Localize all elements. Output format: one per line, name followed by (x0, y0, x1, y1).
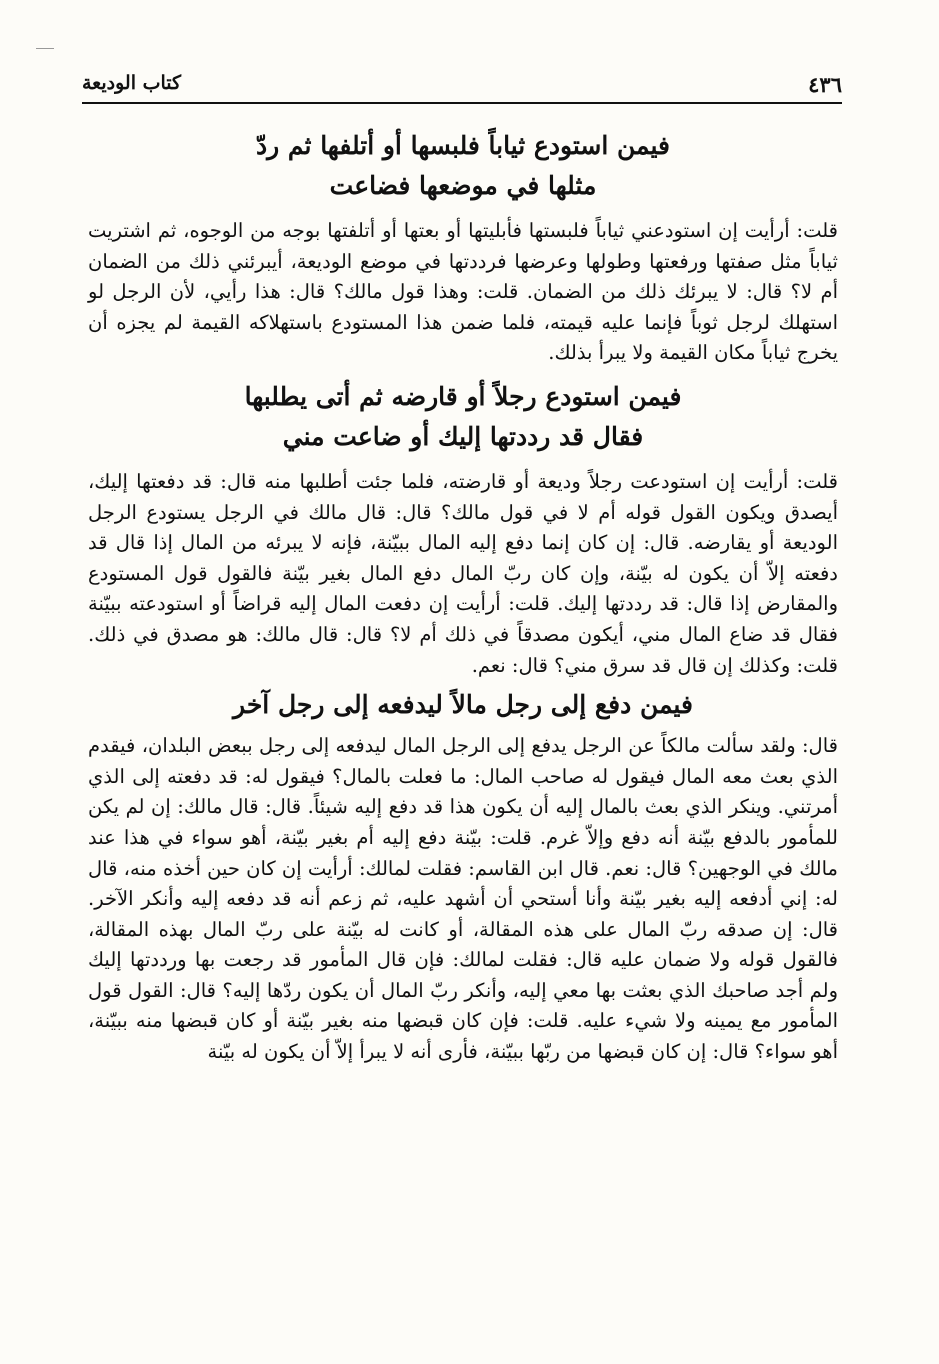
section-title-1 (88, 126, 838, 206)
running-title: كتاب الوديعة (82, 72, 182, 94)
section-body-1: قلت: أرأيت إن استودعني ثياباً فلبستها فأبليتها أو بعتها أو أتلفتها بوجه من الوجوه، ثم اشتريت ثياباً مثل صفتها ورفعتها وطولها وعرضها فرددتها في موضع الوديعة، أيبرئني ذلك من الضمان أم لا؟ قال: لا يبرئك ذلك من الضمان. قلت: وهذا قول مالك؟ قال: هذا رأيي، لأن الرجل لو استهلك لرجل ثوباً فإنما عليه قيمته، فلما ضمن هذا المستودع باستهلاكه القيمة لم يجزه أن يخرج ثياباً مكان القيمة ولا يبرأ بذلك. (88, 219, 838, 365)
section-title-2-line-1: فيمن استودع رجلاً أو قارضه ثم أتى يطلبها (244, 381, 682, 411)
section-title-1-line-1: فيمن استودع ثياباً فلبسها أو أتلفها ثم ردّ (255, 131, 670, 160)
margin-mark (36, 48, 54, 49)
section-title-3-line-1: فيمن دفع إلى رجل مالاً ليدفعه إلى رجل آخر (233, 690, 693, 720)
section-body-3: قال: ولقد سألت مالكاً عن الرجل يدفع إلى الرجل المال ليدفعه إلى رجل ببعض البلدان، فيقدم الذي بعث معه المال فيقول له صاحب المال: ما فعلت بالمال؟ فيقول له: قد دفعته إلى الذي أمرتني. وينكر الذي بعث بالمال إليه أن يكون هذا قد دفع إليه شيئاً. قال: قال مالك: إن لم يكن للمأمور بالدفع بيّنة أنه دفع وإلاّ غرم. قلت: بيّنة دفع إليه أم بغير بيّنة، أهو سواء في هذا عند مالك في الوجهين؟ قال: نعم. قال ابن القاسم: فقلت لمالك: أرأيت إن كان حين أخذه منه، قال له: إني أدفعه إليه بغير بيّنة وأنا أستحي أن أشهد عليه، ثم زعم أنه قد دفعه إليه وأنكر الآخر. قال: إن صدقه ربّ المال على هذه المقالة، أو كانت له بيّنة على ربّ المال بهذه المقالة، فالقول قوله ولا ضمان عليه قال: فقلت لمالك: فإن قال المأمور قد رجعت بها ورددتها إليك ولم أجد صاحبك الذي بعثت بها معي إليه، وأنكر ربّ المال أن يكون ردّها إليه؟ قال: القول قول المأمور مع يمينه ولا شيء عليه. قلت: فإن كان قبضها منه بغير بيّنة أو كان قبضها منه ببيّنة، أهو سواء؟ قال: إن كان قبضها من ربّها ببيّنة، فأرى أنه لا يبرأ إلاّ أن يكون له بيّنة (88, 734, 838, 1064)
section-title-1-line-2: مثلها في موضعها فضاعت (329, 171, 597, 200)
page-body (88, 122, 838, 1068)
section-title-2 (88, 377, 838, 457)
section-title-3 (88, 685, 838, 725)
page-header (82, 70, 842, 100)
section-body-2: قلت: أرأيت إن استودعت رجلاً وديعة أو قارضته، فلما جئت أطلبها منه قال: قد دفعتها إليك، أيصدق ويكون القول قوله أم لا في قول مالك؟ قال: قال مالك في الرجل يستودع الرجل الوديعة أو يقارضه. قال: إن كان إنما دفع إليه المال ببيّنة، فإنه لا يبرئه من المال إذا قال قد دفعته إلاّ أن يكون له بيّنة، وإن كان ربّ المال دفع المال بغير بيّنة فالقول قول المستودع والمقارض إذا قال: قد رددتها إليك. قلت: أرأيت إن دفعت المال إليه قراضاً أو استودعته ببيّنة فقال قد ضاع المال مني، أيكون مصدقاً في ذلك أم لا؟ قال: قال مالك: هو مصدق في ذلك. قلت: وكذلك إن قال قد سرق مني؟ قال: نعم. (88, 469, 838, 677)
header-rule (82, 102, 842, 104)
page-number: ٤٣٦ (808, 72, 842, 97)
section-title-2-line-2: فقال قد رددتها إليك أو ضاعت مني (282, 421, 644, 451)
